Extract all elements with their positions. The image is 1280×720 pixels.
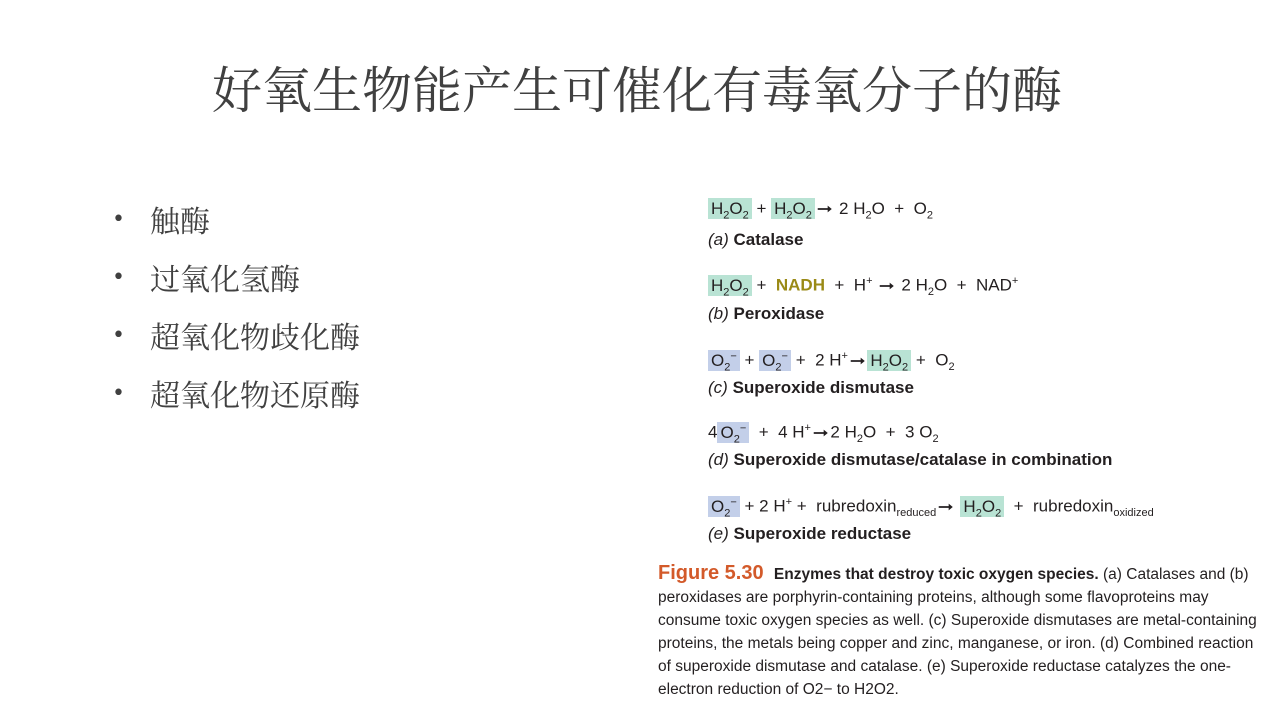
bullet-dot: • <box>112 380 125 406</box>
bullet-dot: • <box>112 206 125 232</box>
figure-caption <box>658 562 1258 701</box>
equation-superoxide-reductase: $O_2^- + 2$ H+ + rubredoxin$_{reduced}$ ➞ $H_2O_2$ + rubredoxin$_{oxidized}$ <box>708 489 1154 526</box>
reaction-arrow: ➞ <box>937 498 955 516</box>
bullet-item <box>112 190 360 248</box>
figure-number: Figure 5.30 <box>658 562 764 584</box>
bullet-item <box>112 364 360 422</box>
bullet-text: 触酶 <box>150 205 210 240</box>
superoxide-term: $O_2^-$ <box>717 422 749 443</box>
bullet-item <box>112 248 360 306</box>
superoxide-term: $O_2^-$ <box>708 496 740 517</box>
bullet-text: 过氧化氢酶 <box>150 263 300 298</box>
peroxide-term: $H_2O_2$ <box>867 350 911 371</box>
reaction-label: (a) Catalase <box>708 230 804 249</box>
equation-superoxide-dismutase: $O_2^- + O_2^- + 2$ H+ ➞ $H_2O_2 + O_2$ <box>708 343 955 380</box>
peroxide-term: $H_2O_2$ <box>708 198 752 219</box>
reaction-label: (e) Superoxide reductase <box>708 524 912 543</box>
reaction-arrow: ➞ <box>816 201 833 218</box>
bullet-text: 超氧化物还原酶 <box>150 379 360 414</box>
superoxide-term: $O_2^-$ <box>759 350 791 371</box>
bullet-list <box>112 190 360 422</box>
reaction-label: (d) Superoxide dismutase/catalase in combination <box>708 450 1113 469</box>
equation-peroxidase: $H_2O_2$ + NADH + H+ ➞ 2 $H_2O + NAD^+$ <box>708 268 1018 305</box>
peroxide-term: $H_2O_2$ <box>771 198 815 219</box>
bullet-text: 超氧化物歧化酶 <box>150 321 360 356</box>
reaction-arrow: ➞ <box>849 352 866 370</box>
peroxide-term: $H_2O_2$ <box>960 496 1004 517</box>
bullet-dot: • <box>112 322 125 348</box>
superoxide-term: $O_2^-$ <box>708 350 740 371</box>
bullet-dot: • <box>112 264 125 290</box>
figure-title: Enzymes that destroy toxic oxygen species. <box>773 566 1099 583</box>
equation-combination: 4 $O_2^- + 4$ H+ ➞2 $H_2O + 3$ $O_2$ <box>708 422 939 446</box>
reaction-arrow: ➞ <box>812 424 829 442</box>
slide-title: 好氧生物能产生可催化有毒氧分子的酶 <box>212 62 1062 120</box>
peroxide-term: $H_2O_2$ <box>708 275 752 296</box>
reaction-label: (c) Superoxide dismutase <box>708 378 914 397</box>
reaction-label: (b) Peroxidase <box>708 304 825 323</box>
reaction-arrow: ➞ <box>878 277 896 295</box>
equation-catalase: $H_2O_2 + H_2O_2$ ➞ 2 $H_2O + O_2$ <box>708 196 933 228</box>
caption-text: (a) Catalases and (b) peroxidases are porphyrin-containing proteins, although some flavoproteins may consume toxic oxygen species as well. (c) Superoxide dismutases are metal-containing proteins, the metals being copper and zinc, manganese, or iron. (d) Combined reaction of superoxide dismutase and catalase. (e) Superoxide reductase catalyzes the one-electron reduction of O2− to H2O2. <box>658 566 1257 698</box>
bullet-item <box>112 306 360 364</box>
nadh-term: NADH <box>775 275 825 295</box>
